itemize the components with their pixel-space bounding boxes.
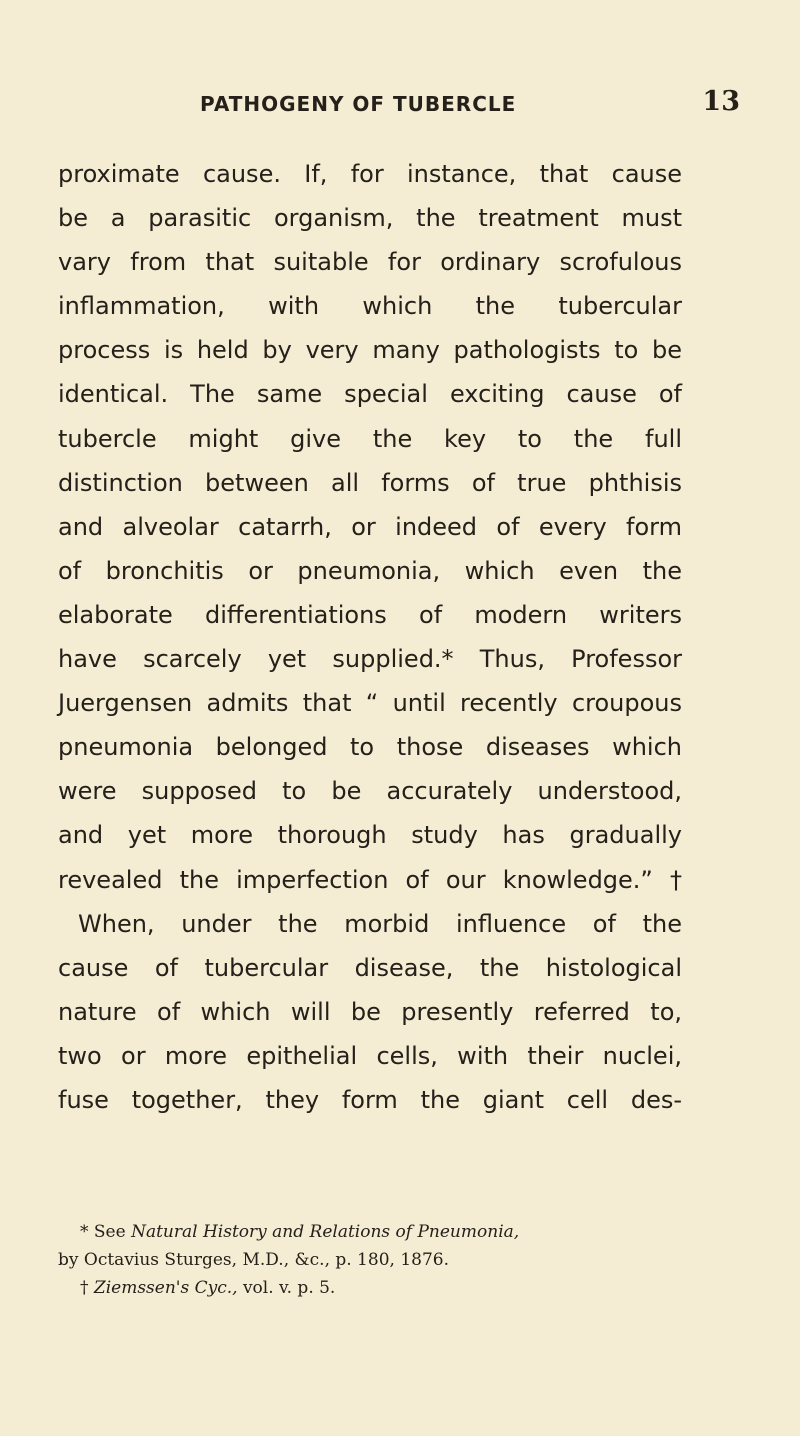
text-line: inflammation, with which the tubercular [58, 292, 682, 321]
text-line: distinction between all forms of true phthisis [58, 468, 682, 497]
text-line: pneumonia belonged to those diseases which [58, 733, 682, 762]
running-title: PATHOGENY OF TUBERCLE [200, 92, 517, 116]
footnote-title: Ziemssen's Cyc., [93, 1278, 238, 1298]
text-line: two or more epithelial cells, with their nuclei, [58, 1041, 682, 1070]
text-line: and alveolar catarrh, or indeed of every form [58, 512, 682, 541]
text-line: Juergensen admits that “ until recently croupous [58, 689, 682, 718]
text-line: nature of which will be presently referred to, [58, 997, 682, 1026]
footnote-text: vol. v. p. 5. [242, 1278, 336, 1298]
footnote-star [80, 1218, 700, 1246]
text-line: proximate cause. If, for instance, that cause [58, 160, 682, 188]
body-text [58, 152, 682, 1122]
page-number: 13 [702, 86, 740, 117]
footnote-star-continuation: by Octavius Sturges, M.D., &c., p. 180, 1876. [58, 1250, 449, 1270]
footnotes [58, 1218, 700, 1302]
text-line: elaborate differentiations of modern writers [58, 600, 682, 629]
text-line: tubercle might give the key to the full [58, 424, 682, 453]
footnote-dagger [80, 1274, 700, 1302]
text-line: cause of tubercular disease, the histological [58, 953, 682, 982]
footnote-title: Natural History and Relations of Pneumonia, [131, 1222, 520, 1242]
footnote-marker: * [80, 1222, 89, 1242]
footnote-marker: † [80, 1278, 89, 1298]
text-line: were supposed to be accurately understood, [58, 777, 682, 806]
text-line: have scarcely yet supplied.* Thus, Professor [58, 645, 682, 674]
text-line: of bronchitis or pneumonia, which even the [58, 556, 682, 585]
text-line: fuse together, they form the giant cell des- [58, 1085, 682, 1114]
page-header [150, 86, 750, 126]
paragraph-first-line: When, under the morbid influence of the [78, 909, 682, 938]
text-line: vary from that suitable for ordinary scrofulous [58, 248, 682, 277]
text-line: identical. The same special exciting cause of [58, 380, 682, 409]
text-line: revealed the imperfection of our knowledge.” † [58, 865, 682, 894]
text-line: and yet more thorough study has gradually [58, 821, 682, 850]
text-line: process is held by very many pathologists to be [58, 336, 682, 365]
footnote-prefix: See [93, 1222, 126, 1242]
text-line: be a parasitic organism, the treatment must [58, 204, 682, 233]
